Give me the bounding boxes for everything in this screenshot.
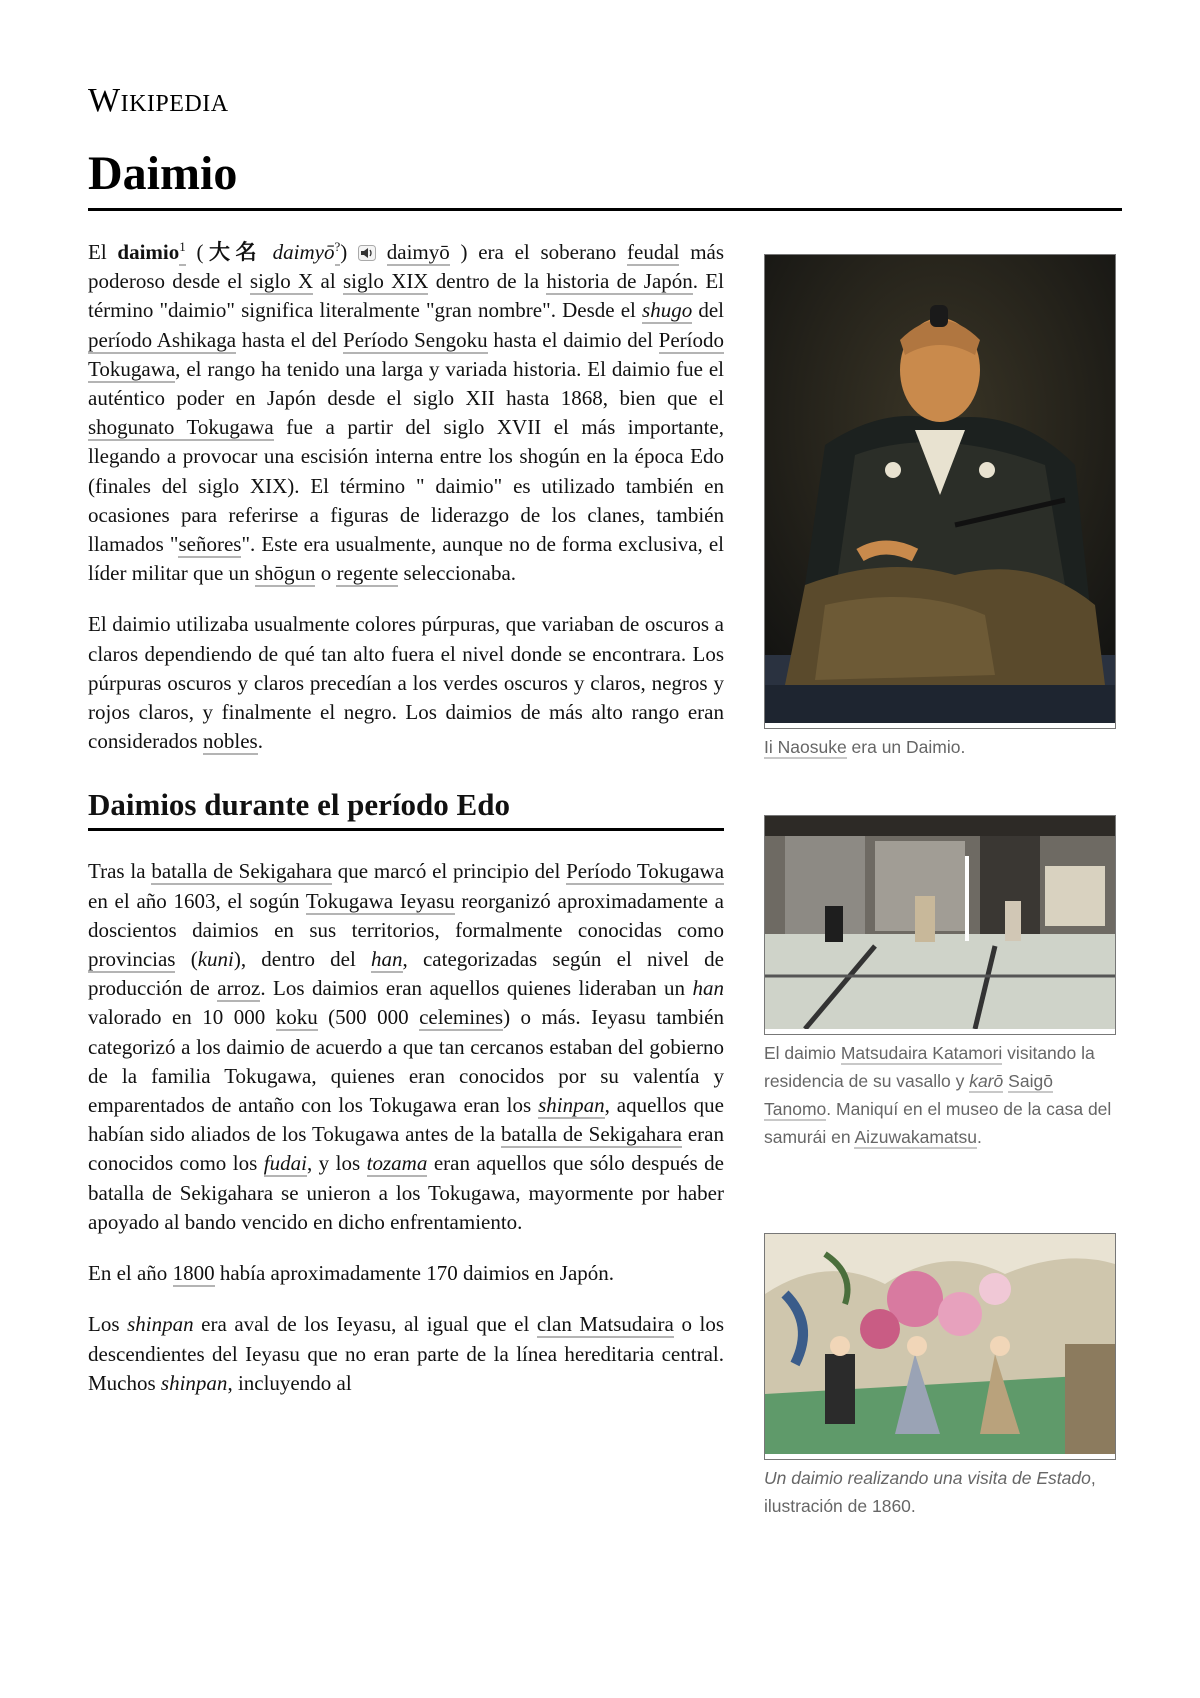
link-feudal[interactable]: feudal <box>627 240 680 264</box>
page-title: Daimio <box>88 147 238 200</box>
wikipedia-wordmark[interactable]: Wikipedia <box>88 82 229 119</box>
link-saigo-tanomo[interactable]: Saigō Tanomo <box>764 1071 1053 1119</box>
link-shinpan[interactable]: shinpan <box>538 1093 605 1118</box>
link-koku[interactable]: koku <box>275 1005 318 1030</box>
link-fudai[interactable]: fudai <box>263 1151 307 1176</box>
link-shogun[interactable]: shōgun <box>254 561 316 586</box>
link-siglo-xix[interactable]: siglo XIX <box>343 269 429 294</box>
intro-paragraph: El daimio$^1$ (大名 daimyō?) daimyō ) era el soberano feudal más poderoso desde el siglo X al siglo XIX dentro de la historia de Japón. El término "daimio" significa literalmente "gran nombre". Desde el shugo del período Ashikaga hasta el del Período Sengoku hasta el daimio del Período Tokugawa, el rango ha tenido una larga y variada historia. El daimio fue el auténtico poder en Japón desde el siglo XII hasta 1868, bien que el shogunato Tokugawa fue a partir del siglo XVII el más importante, llegando a provocar una escisión interna entre los shogún en la época Edo (finales del siglo XIX). El término " daimio" es utilizado también en ocasiones para referirse a figuras de liderazgo de los clanes, también llamados "señores". Este era usualmente, aunque no de forma exclusiva, el líder militar que un shōgun o regente seleccionaba. <box>88 239 725 586</box>
article-body <box>88 238 724 1420</box>
link-celemines[interactable]: celemines <box>419 1005 504 1030</box>
link-periodo-tokugawa[interactable]: Período Tokugawa <box>88 327 724 381</box>
link-1800[interactable]: 1800 <box>172 1261 215 1286</box>
speaker-icon[interactable] <box>358 240 376 256</box>
link-periodo-sengoku[interactable]: Período Sengoku <box>343 327 488 352</box>
link-periodo-ashikaga[interactable]: período Ashikaga <box>88 327 237 352</box>
link-clan-matsudaira[interactable]: clan Matsudaira <box>536 1312 674 1337</box>
link-tokugawa-ieyasu[interactable]: Tokugawa Ieyasu <box>305 888 455 913</box>
help-link[interactable]: ? <box>335 240 341 266</box>
shinpan-paragraph: Los shinpan era aval de los Ieyasu, al igual que el clan Matsudaira o los descendientes del Ieyasu que no eran parte de la línea hereditaria central. Muchos shinpan, incluyendo al <box>88 1312 725 1395</box>
link-aizuwakamatsu[interactable]: Aizuwakamatsu <box>854 1127 978 1147</box>
museum-caption: El daimio Matsudaira Katamori visitando la residencia de su vasallo y karō Saigō Tanomo. Maniquí en el museo de la casa del samurái en Aizuwakamatsu. <box>764 1043 1112 1147</box>
museum-image[interactable] <box>764 815 1116 1035</box>
link-senores[interactable]: señores <box>178 532 242 557</box>
edo-paragraph: Tras la batalla de Sekigahara que marcó el principio del Período Tokugawa en el año 1603, el sogún Tokugawa Ieyasu reorganizó aproximadamente a doscientos daimios en sus territorios, formalmente conocidas como provincias (kuni), dentro del han, categorizadas según el nivel de producción de arroz. Los daimios eran aquellos quienes lideraban un han valorado en 10 000 koku (500 000 celemines) o más. Ieyasu también categorizó a los daimio de acuerdo a que tan cercanos estaban del gobierno de la familia Tokugawa, quienes eran conocidos por su valentía y emparentados de antaño con los Tokugawa eran los shinpan, aquellos que habían sido aliados de los Tokugawa antes de la batalla de Sekigahara eran conocidos como los fudai, y los tozama eran aquellos que sólo después de batalla de Sekigahara se unieron a los Tokugawa, mayormente por haber apoyado al bando vencido en dicho enfrentamiento. <box>88 859 725 1234</box>
link-ii-naosuke[interactable]: Ii Naosuke <box>764 737 847 757</box>
link-karo[interactable]: karō <box>969 1071 1004 1091</box>
figure-illustration <box>764 1233 1116 1520</box>
japanese-text: 大名 <box>203 240 262 264</box>
link-batalla-sekigahara[interactable]: batalla de Sekigahara <box>151 859 332 884</box>
section-heading-edo: Daimios durante el período Edo <box>88 786 724 831</box>
link-siglo-x[interactable]: siglo X <box>249 269 314 294</box>
figure-portrait <box>764 254 1116 761</box>
link-historia-japon[interactable]: historia de Japón <box>546 269 693 294</box>
illustration-caption: Un daimio realizando una visita de Estado, ilustración de 1860. <box>764 1468 1096 1516</box>
link-batalla-sekigahara-2[interactable]: batalla de Sekigahara <box>501 1122 682 1147</box>
title-divider <box>88 208 1122 211</box>
link-shugo[interactable]: shugo <box>642 298 693 323</box>
illustration-image[interactable] <box>764 1233 1116 1460</box>
link-periodo-tokugawa-2[interactable]: Período Tokugawa <box>566 859 725 884</box>
audio-link[interactable]: daimyō <box>386 240 450 264</box>
link-matsudaira-katamori[interactable]: Matsudaira Katamori <box>840 1043 1003 1063</box>
figure-museum <box>764 815 1116 1151</box>
count-paragraph: En el año 1800 había aproximadamente 170 daimios en Japón. <box>88 1261 615 1286</box>
link-arroz[interactable]: arroz <box>217 976 261 1001</box>
link-han[interactable]: han <box>371 947 403 972</box>
colors-paragraph: El daimio utilizaba usualmente colores púrpuras, que variaban de oscuros a claros dependiendo de qué tan alto fuera el nivel donde se encontrara. Los púrpuras oscuros y claros precedían a los verdes oscuros y claros, negros y rojos claros, y finalmente el negro. Los daimios de más alto rango eran considerados nobles. <box>88 612 724 754</box>
portrait-image[interactable] <box>764 254 1116 729</box>
link-regente[interactable]: regente <box>336 561 399 586</box>
portrait-caption: Ii Naosuke era un Daimio. <box>764 737 966 757</box>
link-provincias[interactable]: provincias <box>88 947 176 972</box>
link-shogunato-tokugawa[interactable]: shogunato Tokugawa <box>88 415 274 440</box>
link-nobles[interactable]: nobles <box>202 729 258 754</box>
link-tozama[interactable]: tozama <box>366 1151 428 1176</box>
footnote-link[interactable]: 1 <box>179 240 186 266</box>
bold-term: daimio <box>117 240 180 264</box>
